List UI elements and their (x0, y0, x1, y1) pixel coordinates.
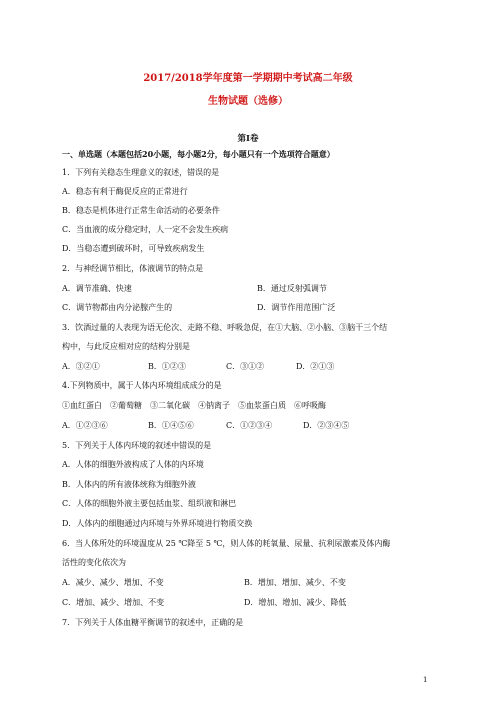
question-3-option-b: B．①②③ (148, 362, 186, 371)
section-heading: 一、单选题（本题包括20小题，每小题2分，每小题只有一个选项符合题意） (62, 149, 335, 159)
part-heading: 第Ⅰ卷 (237, 134, 259, 144)
question-2-option-d: D．调节作用范围广泛 (257, 303, 336, 312)
question-6-option-b: B．增加、增加、减少、不变 (244, 578, 346, 587)
question-4-option-d: D．②③④⑤ (303, 421, 350, 430)
question-3-option-c: C．③①② (226, 362, 265, 371)
question-3-stem-cont: 构中，与此反应相对应的结构分别是 (62, 342, 190, 351)
question-6-option-d: D．增加、增加、减少、降低 (244, 598, 347, 607)
question-4-option-a: A．①②③⑥ (62, 421, 108, 430)
question-2-option-c: C．调节物都由内分泌腺产生的 (62, 303, 173, 312)
question-6-stem-cont: 活性的变化依次为 (62, 558, 126, 567)
question-1-option-a: A．稳态有利于酶促反应的正常进行 (62, 187, 188, 196)
question-3-option-a: A．③②① (62, 362, 100, 371)
question-1-option-b: B．稳态是机体进行正常生命活动的必要条件 (62, 206, 220, 215)
question-4-option-c: C．①②③④ (226, 421, 273, 430)
exam-title: 2017/2018学年度第一学期期中考试高二年级 (143, 73, 353, 84)
exam-subtitle: 生物试题（选修） (208, 96, 288, 107)
question-4-stem: 4.下列物质中，属于人体内环境组成成分的是 (62, 381, 222, 390)
question-3-stem: 3．饮酒过量的人表现为语无伦次、走路不稳、呼吸急促，在①大脑、②小脑、③脑干三个结 (62, 323, 388, 332)
question-4-items: ①血红蛋白 ②葡萄糖 ③二氧化碳 ④钠离子 ⑤血浆蛋白质 ⑥呼吸酶 (62, 401, 326, 410)
question-5-option-a: A．人体的细胞外液构成了人体的内环境 (62, 460, 204, 469)
question-2-stem: 2．与神经调节相比，体液调节的特点是 (62, 264, 204, 273)
question-6-option-a: A．减少、减少、增加、不变 (62, 578, 164, 587)
question-6-stem: 6．当人体所处的环境温度从 25 ℃降至 5 ℃，则人体的耗氧量、尿量、抗利尿激素及体内酶 (62, 539, 391, 548)
question-3-option-d: D．②①③ (296, 362, 335, 371)
question-5-option-b: B．人体内的所有液体统称为细胞外液 (62, 480, 196, 489)
question-5-stem: 5．下列关于人体内环境的叙述中错误的是 (62, 441, 212, 450)
page-number: 1 (423, 676, 428, 684)
question-5-option-c: C．人体的细胞外液主要包括血浆、组织液和淋巴 (62, 499, 237, 508)
question-4-option-b: B．①④⑤⑥ (148, 421, 194, 430)
question-7-stem: 7．下列关于人体血糖平衡调节的叙述中，正确的是 (62, 618, 244, 627)
question-1-option-d: D．当稳态遭到破坏时，可导致疾病发生 (62, 244, 205, 253)
question-5-option-d: D．人体内的细胞通过内环境与外界环境进行物质交换 (62, 519, 253, 528)
question-2-option-a: A．调节准确、快速 (62, 284, 132, 293)
question-2-option-b: B．通过反射弧调节 (257, 284, 327, 293)
question-1-stem: 1．下列有关稳态生理意义的叙述，错误的是 (62, 168, 220, 177)
question-6-option-c: C．增加、减少、增加、不变 (62, 598, 165, 607)
question-1-option-c: C．当血液的成分稳定时，人一定不会发生疾病 (62, 225, 229, 234)
